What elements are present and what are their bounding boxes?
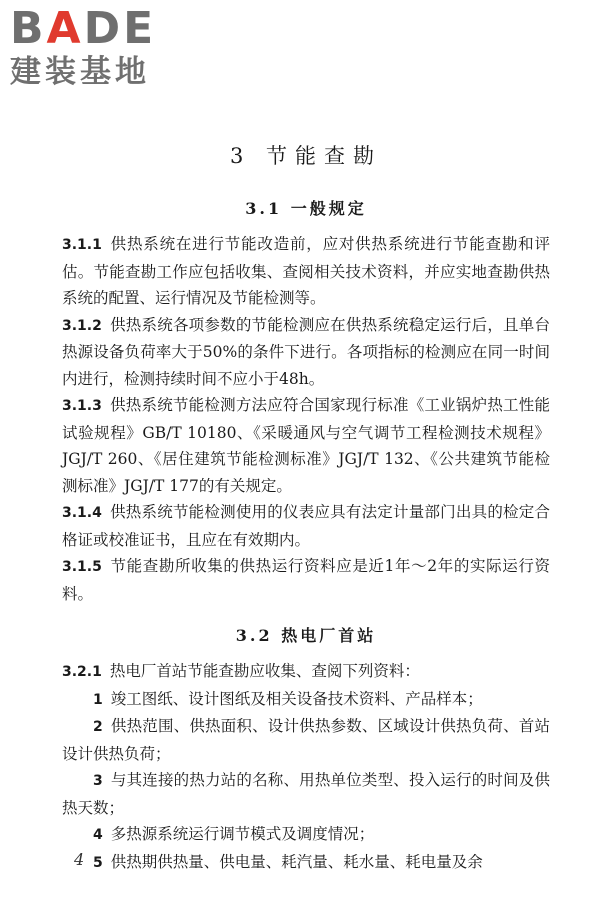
chapter-title: 3 节能查勘	[229, 144, 383, 168]
clause-number: 3.1.2	[62, 317, 102, 334]
list-item	[62, 849, 550, 877]
clause-number: 3.1.5	[62, 559, 102, 575]
item-text: 多热源系统运行调节模式及调度情况；	[110, 825, 375, 843]
clause-number: 3.2.1	[62, 664, 102, 680]
clause-3-1-4	[62, 499, 550, 553]
item-text: 与其连接的热力站的名称、用热单位类型、投入运行的时间及供热天数；	[62, 771, 550, 817]
item-number: 5	[93, 854, 103, 871]
clause-text: 节能查勘所收集的供热运行资料应是近1年～2年的实际运行资料。	[62, 557, 550, 603]
clause-text: 供热系统节能检测使用的仪表应具有法定计量部门出具的检定合格证或校准证书，且应在有效期内。	[62, 503, 550, 549]
item-number: 2	[93, 719, 103, 735]
clause-3-1-2	[62, 312, 550, 393]
clause-number: 3.1.1	[62, 237, 102, 253]
clause-3-1-5	[62, 553, 550, 607]
logo-subtitle: 建装基地	[10, 54, 150, 90]
clause-number: 3.1.4	[62, 505, 102, 521]
clause-text: 供热系统在进行节能改造前，应对供热系统进行节能查勘和评估。节能查勘工作应包括收集、查阅相关技术资料，并应实地查勘供热系统的配置、运行情况及节能检测等。	[62, 235, 550, 307]
section-title-3-1: 3.1 一般规定	[245, 199, 367, 218]
item-number: 3	[93, 773, 103, 789]
item-number: 4	[93, 827, 103, 843]
clause-text: 供热系统节能检测方法应符合国家现行标准《工业锅炉热工性能试验规程》GB/T 10180、《采暖通风与空气调节工程检测技术规程》JGJ/T 260、《居住建筑节能检测标准》JGJ/T 132、《公共建筑节能检测标准》JGJ/T 177的有关规定。	[62, 396, 550, 495]
list-item	[62, 821, 550, 849]
section-title-3-2: 3.2 热电厂首站	[235, 626, 377, 645]
item-text: 竣工图纸、设计图纸及相关设备技术资料、产品样本；	[110, 689, 483, 708]
item-text: 供热范围、供热面积、设计供热参数、区域设计供热负荷、首站设计供热负荷；	[62, 717, 550, 763]
logo-wordmark: BADE	[10, 3, 157, 54]
clause-text: 热电厂首站节能查勘应收集、查阅下列资料：	[109, 662, 420, 680]
page-number: 4	[74, 850, 85, 869]
item-text: 供热期供热量、供电量、耗汽量、耗水量、耗电量及余	[110, 852, 483, 871]
logo	[10, 3, 180, 90]
clause-3-1-1	[62, 231, 550, 312]
item-number: 1	[93, 691, 103, 708]
list-item	[62, 713, 550, 767]
clause-3-2-1	[62, 658, 550, 686]
clause-number: 3.1.3	[62, 398, 102, 414]
clause-3-1-3	[62, 392, 550, 499]
list-item	[62, 686, 550, 714]
clause-text: 供热系统各项参数的节能检测应在供热系统稳定运行后，且单台热源设备负荷率大于50%的条件下进行。各项指标的检测应在同一时间内进行，检测持续时间不应小于48h。	[62, 315, 550, 388]
document-page	[62, 140, 550, 876]
list-item	[62, 767, 550, 821]
